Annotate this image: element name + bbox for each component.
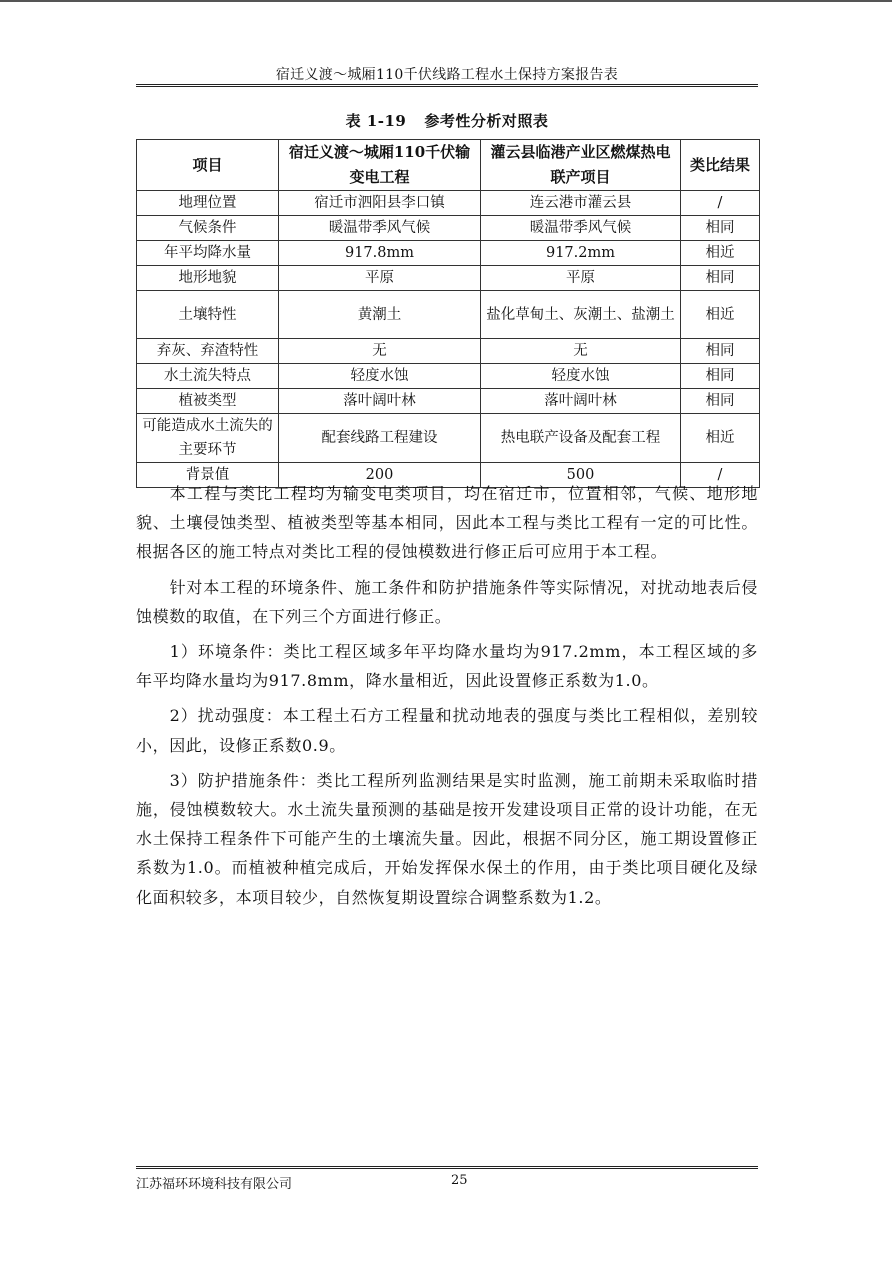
table-cell: 配套线路工程建设 <box>279 414 481 463</box>
table-cell: 背景值 <box>137 463 279 488</box>
table-cell: 相同 <box>681 216 760 241</box>
table-cell: 917.2mm <box>481 241 681 266</box>
table-header-cell: 项目 <box>137 140 279 191</box>
table-cell: 相同 <box>681 266 760 291</box>
table-cell: 917.8mm <box>279 241 481 266</box>
table-cell: 平原 <box>481 266 681 291</box>
running-header-title: 宿迁义渡～城厢110千伏线路工程水土保持方案报告表 <box>275 67 619 83</box>
table-cell: 可能造成水土流失的主要环节 <box>137 414 279 463</box>
footer-rule <box>136 1166 758 1167</box>
table-row <box>137 266 760 291</box>
table-cell: 暖温带季风气候 <box>279 216 481 241</box>
table-cell: 热电联产设备及配套工程 <box>481 414 681 463</box>
table-cell: 相近 <box>681 291 760 339</box>
table-cell: 相同 <box>681 339 760 364</box>
table-cell: 年平均降水量 <box>137 241 279 266</box>
table-cell: 轻度水蚀 <box>481 364 681 389</box>
table-caption-title: 参考性分析对照表 <box>424 112 549 130</box>
table-cell: 植被类型 <box>137 389 279 414</box>
table-row <box>137 389 760 414</box>
table-cell: 相同 <box>681 389 760 414</box>
table-caption <box>136 110 758 131</box>
table-cell: 无 <box>481 339 681 364</box>
table-row <box>137 216 760 241</box>
table-cell: 地理位置 <box>137 191 279 216</box>
body-paragraph: 3）防护措施条件：类比工程所列监测结果是实时监测，施工前期未采取临时措施，侵蚀模数较大。水土流失量预测的基础是按开发建设项目正常的设计功能，在无水土保持工程条件下可能产生的土壤流失量。因此，根据不同分区，施工期设置修正系数为1.0。而植被种植完成后，开始发挥保水保土的作用，由于类比项目硬化及绿化面积较多，本项目较少，自然恢复期设置综合调整系数为1.2。 <box>136 770 758 907</box>
table-row <box>137 414 760 463</box>
table-cell: 相近 <box>681 414 760 463</box>
table-cell: 相同 <box>681 364 760 389</box>
header-rule <box>136 86 758 87</box>
table-cell: 平原 <box>279 266 481 291</box>
body-paragraph: 本工程与类比工程均为输变电类项目，均在宿迁市，位置相邻，气候、地形地貌、土壤侵蚀类型、植被类型等基本相同，因此本工程与类比工程有一定的可比性。根据各区的施工特点对类比工程的侵蚀模数进行修正后可应用于本工程。 <box>136 484 758 562</box>
body-paragraph: 针对本工程的环境条件、施工条件和防护措施条件等实际情况，对扰动地表后侵蚀模数的取值，在下列三个方面进行修正。 <box>136 577 758 626</box>
page-top-border <box>0 0 892 2</box>
table-cell: 暖温带季风气候 <box>481 216 681 241</box>
table-cell: / <box>681 191 760 216</box>
table-row <box>137 191 760 216</box>
table-row <box>137 364 760 389</box>
body-paragraph: 2）扰动强度：本工程土石方工程量和扰动地表的强度与类比工程相似，差别较小，因此，设修正系数0.9。 <box>136 706 758 755</box>
header-rule <box>136 84 758 85</box>
footer-rule <box>136 1168 758 1169</box>
table-cell: 200 <box>279 463 481 488</box>
comparison-table <box>136 139 760 488</box>
table-header-cell: 灌云县临港产业区燃煤热电联产项目 <box>481 140 681 191</box>
body-text <box>136 479 758 918</box>
table-cell: 500 <box>481 463 681 488</box>
footer-company-name: 江苏福环环境科技有限公司 <box>136 1177 293 1192</box>
table-cell: 水土流失特点 <box>137 364 279 389</box>
table-cell: 轻度水蚀 <box>279 364 481 389</box>
table-caption-number: 表 1-19 <box>345 112 407 130</box>
table-cell: 盐化草甸土、灰潮土、盐潮土 <box>481 291 681 339</box>
table-header-row <box>137 140 760 191</box>
table-cell: 黄潮土 <box>279 291 481 339</box>
table-cell: 地形地貌 <box>137 266 279 291</box>
table-header-cell: 宿迁义渡～城厢110千伏输变电工程 <box>279 140 481 191</box>
table-cell: 落叶阔叶林 <box>279 389 481 414</box>
table-cell: 土壤特性 <box>137 291 279 339</box>
table-row <box>137 291 760 339</box>
page-number: 25 <box>451 1173 468 1188</box>
table-header-cell: 类比结果 <box>681 140 760 191</box>
table-row <box>137 241 760 266</box>
table-cell: 相近 <box>681 241 760 266</box>
table-cell: 宿迁市泗阳县李口镇 <box>279 191 481 216</box>
table-cell: 气候条件 <box>137 216 279 241</box>
table-cell: 弃灰、弃渣特性 <box>137 339 279 364</box>
table-row <box>137 339 760 364</box>
table-cell: 无 <box>279 339 481 364</box>
body-paragraph: 1）环境条件：类比工程区域多年平均降水量均为917.2mm，本工程区域的多年平均降水量均为917.8mm，降水量相近，因此设置修正系数为1.0。 <box>136 642 758 691</box>
table-cell: 落叶阔叶林 <box>481 389 681 414</box>
table-cell: / <box>681 463 760 488</box>
table-cell: 连云港市灌云县 <box>481 191 681 216</box>
